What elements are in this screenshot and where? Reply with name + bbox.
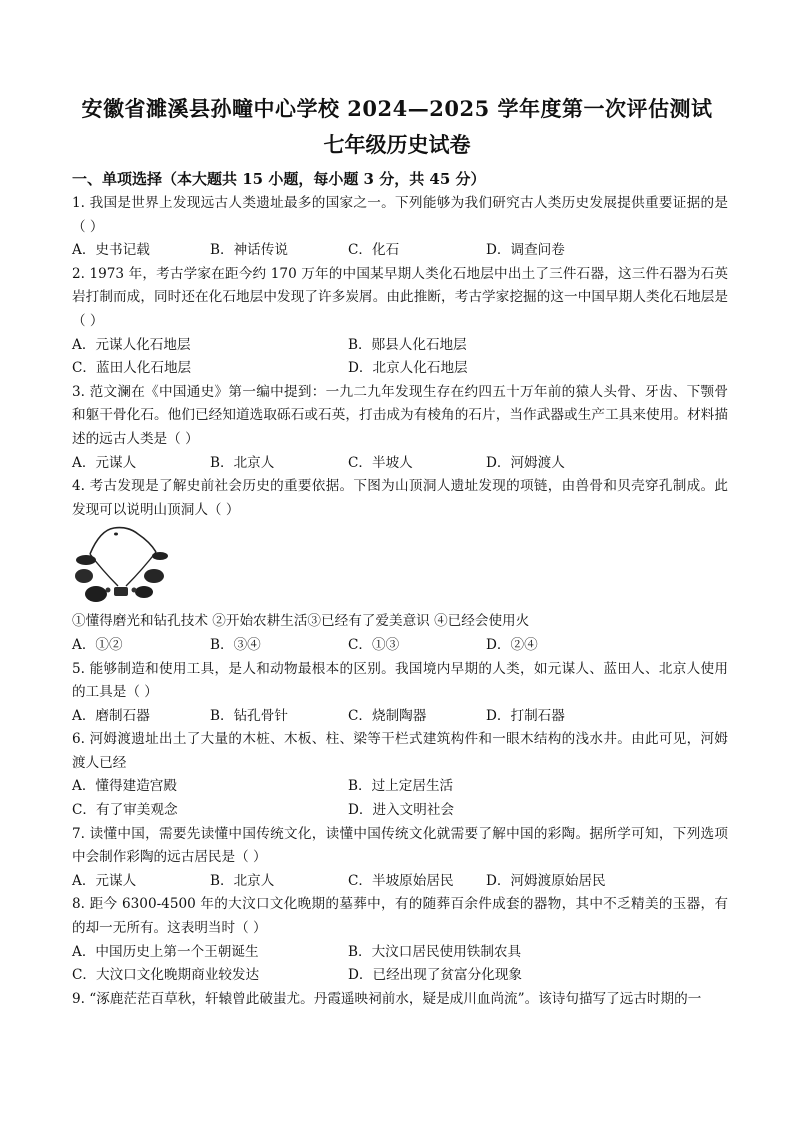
exam-title: 安徽省濉溪县孙疃中心学校 2024—2025 学年度第一次评估测试 [81,96,713,121]
option-c[interactable]: C．半坡原始居民 [348,872,454,889]
option-a[interactable]: A．中国历史上第一个王朝诞生 [72,943,259,960]
question-4-stem: 4. 考古发现是了解史前社会历史的重要依据。下图为山顶洞人遗址发现的项链，由兽骨和贝壳穿孔制成。此发现可以说明山顶洞人（ ） [72,478,728,518]
question-1-stem: 1. 我国是世界上发现远古人类遗址最多的国家之一。下列能够为我们研究古人类历史发展提供重要证据的是（ ） [72,195,728,235]
option-b[interactable]: B．钻孔骨针 [210,707,288,724]
question-7-stem: 7. 读懂中国，需要先读懂中国传统文化，读懂中国传统文化就需要了解中国的彩陶。据所学可知，下列选项中会制作彩陶的远古居民是（ ） [72,825,728,866]
option-d[interactable]: D．河姆渡原始居民 [486,872,606,889]
option-c[interactable]: C．有了审美观念 [72,802,178,819]
option-c[interactable]: C．①③ [348,636,400,653]
option-b[interactable]: B．北京人 [210,872,275,889]
option-a[interactable]: A．元谋人 [72,454,137,471]
option-c[interactable]: C．蓝田人化石地层 [72,360,192,377]
question-8-options-row2 [72,964,728,988]
option-b[interactable]: B．③④ [210,636,261,653]
section-heading: 一、单项选择（本大题共 15 小题，每小题 3 分，共 45 分） [72,170,486,188]
question-9-stem: 9. “涿鹿茫茫百草秋，轩辕曾此破蚩尤。丹霞遥映祠前水，疑是成川血尚流”。该诗句描写了远古时期的一 [72,990,702,1007]
option-a[interactable]: A．元谋人 [72,872,137,889]
option-d[interactable]: D．河姆渡人 [486,454,565,471]
necklace-image [72,524,172,608]
question-5-stem: 5. 能够制造和使用工具，是人和动物最根本的区别。我国境内早期的人类，如元谋人、蓝田人、北京人使用的工具是（ ） [72,660,728,701]
question-2-options-row1 [72,334,728,358]
exam-subtitle: 七年级历史试卷 [323,132,471,157]
option-a[interactable]: A．元谋人化石地层 [72,336,191,353]
question-3-stem: 3. 范文澜在《中国通史》第一编中提到：一九二九年发现生存在约四五十万年前的猿人头骨、牙齿、下颚骨和躯干骨化石。他们已经知道选取砾石或石英，打击成为有棱角的石片，当作武器或生产工具来使用。材料描述的远古人类是（ ） [72,383,728,447]
question-8-options-row1 [72,941,728,965]
option-d[interactable]: D．打制石器 [486,707,565,724]
option-c[interactable]: C．半坡人 [348,454,413,471]
option-c[interactable]: C．大汶口文化晚期商业较发达 [72,967,260,984]
question-2-options-row2 [72,357,728,381]
option-d[interactable]: D．调查问卷 [486,242,565,259]
question-6-stem: 6. 河姆渡遗址出土了大量的木桩、木板、柱、梁等干栏式建筑构件和一眼木结构的浅水井。由此可见，河姆渡人已经 [72,731,728,771]
question-5-options [72,705,728,729]
question-4-options [72,634,728,658]
option-a[interactable]: A．史书记载 [72,242,150,259]
necklace-figure [72,522,728,610]
option-b[interactable]: B．过上定居生活 [348,778,454,795]
question-2-stem: 2. 1973 年，考古学家在距今约 170 万年的中国某早期人类化石地层中出土了三件石器，这三件石器为石英岩打制而成，同时还在化石地层中发现了许多炭屑。由此推断，考古学家挖掘的这一中国早期人类化石地层是（ ） [72,265,728,329]
option-b[interactable]: B．北京人 [210,454,275,471]
option-b[interactable]: B．郧县人化石地层 [348,336,467,353]
question-4-statements: ①懂得磨光和钻孔技术 ②开始农耕生活③已经有了爱美意识 ④已经会使用火 [72,613,530,630]
question-6-options-row1 [72,775,728,799]
option-d[interactable]: D．北京人化石地层 [348,360,468,377]
option-d[interactable]: D．已经出现了贫富分化现象 [348,967,523,984]
question-8-stem: 8. 距今 6300-4500 年的大汶口文化晚期的墓葬中，有的随葬百余件成套的器物，其中不乏精美的玉器，有的却一无所有。这表明当时（ ） [72,896,728,937]
question-1-options [72,239,728,263]
option-c[interactable]: C．烧制陶器 [348,707,427,724]
question-3-options [72,452,728,476]
option-b[interactable]: B．神话传说 [210,242,288,259]
question-list [72,192,728,1011]
option-a[interactable]: A．磨制石器 [72,707,150,724]
option-a[interactable]: A．懂得建造宫殿 [72,778,177,795]
option-d[interactable]: D．进入文明社会 [348,802,455,819]
option-b[interactable]: B．大汶口居民使用铁制农具 [348,943,522,960]
question-7-options [72,870,728,894]
option-a[interactable]: A．①② [72,636,123,653]
question-6-options-row2 [72,799,728,823]
option-c[interactable]: C．化石 [348,242,400,259]
option-d[interactable]: D．②④ [486,636,538,653]
